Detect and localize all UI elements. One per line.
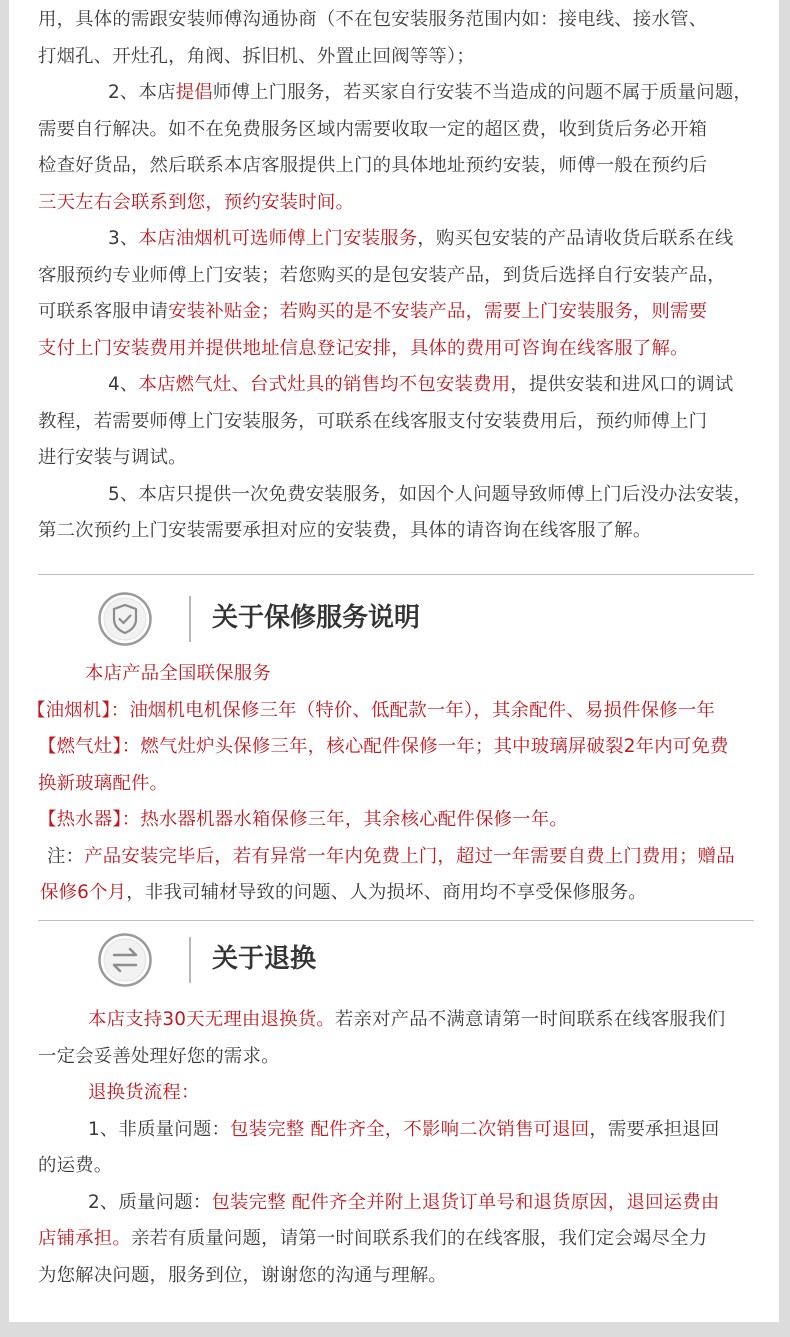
warranty-stove-cont: 换新玻璃配件。 <box>38 772 169 794</box>
page-container <box>9 0 779 1322</box>
warranty-hood: 【油烟机】：油烟机电机保修三年（特价、低配款一年），其余配件、易损件保修一年 <box>27 699 716 721</box>
returns-flow-label: 退换货流程： <box>88 1082 200 1103</box>
install-line: 教程，若需要师傅上门安装服务，可联系在线客服支付安装费用后，预约师傅上门 <box>38 410 708 432</box>
warranty-heater: 【热水器】：热水器机器水箱保修三年，其余核心配件保修一年。 <box>38 809 568 830</box>
section-title: 关于保修服务说明 <box>212 603 421 633</box>
install-line: 需要自行解决。如不在免费服务区域内需要收取一定的超区费，收到货后务必开箱 <box>38 118 708 140</box>
install-line: 第二次预约上门安装需要承担对应的安装费，具体的请咨询在线客服了解。 <box>38 520 652 541</box>
section-divider <box>38 574 754 575</box>
header-separator <box>189 596 191 642</box>
highlight-text: 店铺承担。 <box>38 1228 131 1249</box>
install-item-3: 3、本店油烟机可选师傅上门安装服务，购买包安装的产品请收货后联系在线 <box>108 228 734 249</box>
header-separator <box>189 937 191 983</box>
warranty-nationwide: 本店产品全国联保服务 <box>85 663 271 684</box>
install-line: 打烟孔、开灶孔，角阀、拆旧机、外置止回阀等等）； <box>38 45 475 67</box>
install-line: 用，具体的需跟安装师傅沟通协商（不在包安装服务范围内如：接电线、接水管、 <box>38 9 708 30</box>
highlight-text: 安装补贴金；若购买的是不安装产品，需要上门安装服务，则需要 <box>168 301 708 322</box>
section-divider <box>38 920 754 921</box>
returns-line: 的运费。 <box>38 1155 113 1176</box>
install-notes <box>38 2 752 550</box>
shield-check-icon <box>98 592 152 646</box>
returns-item-1: 1、非质量问题：包装完整 配件齐全，不影响二次销售可退回，需要承担退回 <box>88 1118 720 1140</box>
warranty-details <box>27 656 735 912</box>
warranty-note-cont: 保修6个月，非我司辅材导致的问题、人为损坏、商用均不享受保修服务。 <box>40 882 647 903</box>
highlight-text: 本店支持30天无理由退换货。 <box>88 1009 335 1030</box>
highlight-text: 本店油烟机可选师傅上门安装服务 <box>138 228 418 249</box>
returns-line: 为您解决问题，服务到位，谢谢您的沟通与理解。 <box>38 1264 447 1286</box>
exchange-icon <box>98 933 152 987</box>
returns-item-2: 2、质量问题：包装完整 配件齐全并附上退货订单号和退货原因，退回运费由 <box>88 1191 720 1213</box>
install-item-4: 4、本店燃气灶、台式灶具的销售均不包安装费用，提供安装和进风口的调试 <box>108 374 734 395</box>
highlight-text: 本店燃气灶、台式灶具的销售均不包安装费用 <box>138 374 511 395</box>
highlight-text: 产品安装完毕后，若有异常一年内免费上门，超过一年需要自费上门费用；赠品 <box>84 845 735 867</box>
highlight-text: 包装完整 配件齐全并附上退货订单号和退货原因，退回运费由 <box>211 1191 720 1213</box>
install-item-2: 2、本店提倡师傅上门服务，若买家自行安装不当造成的问题不属于质量问题， <box>108 82 753 103</box>
highlight-text: 三天左右会联系到您，预约安装时间。 <box>38 191 355 213</box>
returns-line: 店铺承担。亲若有质量问题，请第一时间联系我们的在线客服，我们定会竭尽全力 <box>38 1228 708 1249</box>
highlight-text: 保修6个月 <box>40 882 127 903</box>
highlight-text: 提倡 <box>175 82 213 103</box>
section-title: 关于退换 <box>212 944 317 974</box>
install-line: 检查好货品，然后联系本店客服提供上门的具体地址预约安装，师傅一般在预约后 <box>38 155 708 176</box>
warranty-note: 注：产品安装完毕后，若有异常一年内免费上门，超过一年需要自费上门费用；赠品 <box>47 845 735 867</box>
install-line: 客服预约专业师傅上门安装；若您购买的是包安装产品，到货后选择自行安装产品， <box>38 264 726 286</box>
returns-details <box>38 1002 725 1294</box>
install-item-5: 5、本店只提供一次免费安装服务，如因个人问题导致师傅上门后没办法安装， <box>108 483 752 505</box>
highlight-text: 支付上门安装费用并提供地址信息登记安排，具体的费用可咨询在线客服了解。 <box>38 337 689 359</box>
install-line: 进行安装与调试。 <box>38 447 187 468</box>
returns-intro: 本店支持30天无理由退换货。若亲对产品不满意请第一时间联系在线客服我们 <box>88 1009 726 1030</box>
install-line: 可联系客服申请安装补贴金；若购买的是不安装产品，需要上门安装服务，则需要 <box>38 301 708 322</box>
highlight-text: 包装完整 配件齐全，不影响二次销售可退回 <box>230 1118 590 1140</box>
returns-line: 一定会妥善处理好您的需求。 <box>38 1045 280 1067</box>
warranty-stove: 【燃气灶】：燃气灶炉头保修三年，核心配件保修一年；其中玻璃屏破裂2年内可免费 <box>38 736 729 757</box>
